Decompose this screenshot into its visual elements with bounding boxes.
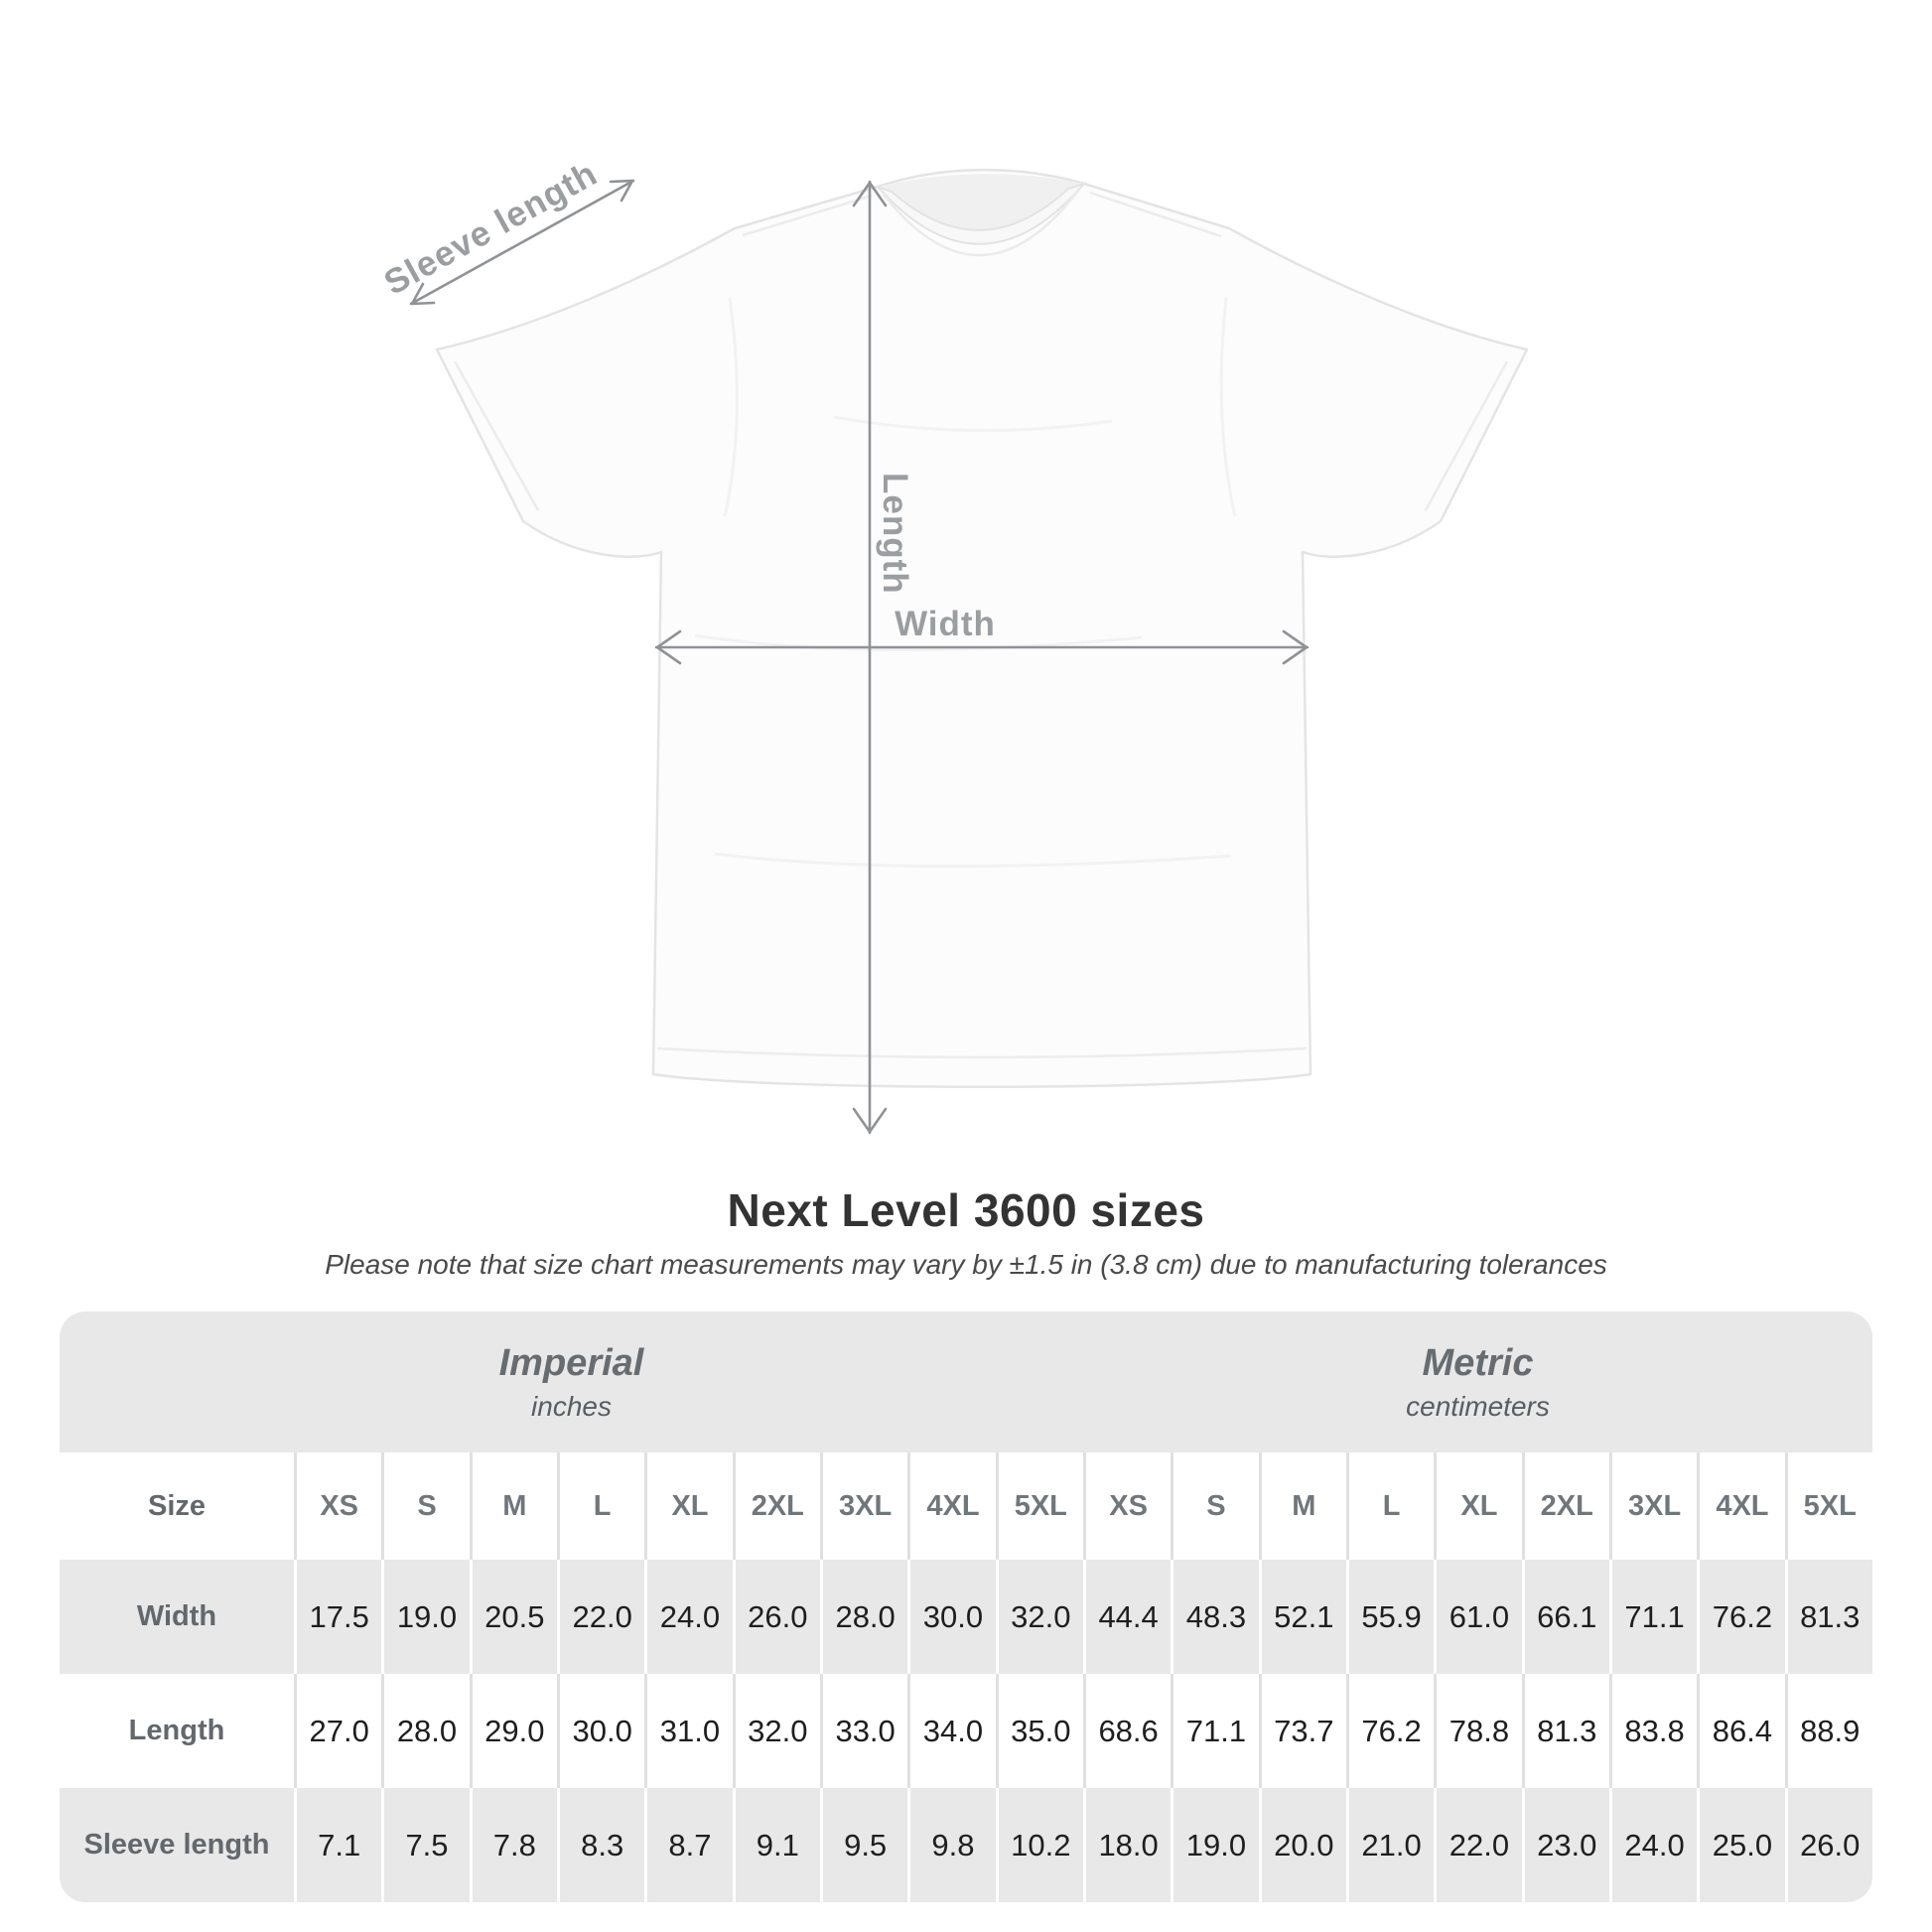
size-header-imperial-4xl: 4XL	[907, 1452, 995, 1560]
cell-sleeve-length-metric-m: 20.0	[1259, 1788, 1346, 1902]
size-header-imperial-xs: XS	[294, 1452, 381, 1560]
size-header-metric-l: L	[1346, 1452, 1434, 1560]
sleeve-length-row-label: Sleeve length	[83, 1829, 270, 1861]
cell-width-metric-xl: 61.0	[1434, 1560, 1521, 1674]
cell-sleeve-length-metric-4xl: 25.0	[1697, 1788, 1784, 1902]
cell-length-metric-2xl: 81.3	[1522, 1674, 1609, 1788]
size-header-metric-4xl: 4XL	[1697, 1452, 1784, 1560]
cell-width-imperial-2xl: 26.0	[733, 1560, 820, 1674]
cell-width-metric-2xl: 66.1	[1522, 1560, 1609, 1674]
cell-sleeve-length-imperial-5xl: 10.2	[996, 1788, 1083, 1902]
cell-sleeve-length-imperial-xs: 7.1	[294, 1788, 381, 1902]
cell-length-metric-3xl: 83.8	[1609, 1674, 1697, 1788]
size-header-imperial-2xl: 2XL	[733, 1452, 820, 1560]
cell-length-imperial-5xl: 35.0	[996, 1674, 1083, 1788]
cell-length-metric-4xl: 86.4	[1697, 1674, 1784, 1788]
size-header-row	[60, 1452, 1872, 1560]
cell-sleeve-length-imperial-xl: 8.7	[644, 1788, 732, 1902]
size-header-imperial-xl: XL	[644, 1452, 732, 1560]
cell-width-imperial-l: 22.0	[557, 1560, 644, 1674]
cell-width-imperial-s: 19.0	[381, 1560, 469, 1674]
imperial-section-header	[60, 1311, 1083, 1452]
size-header-metric-xs: XS	[1083, 1452, 1171, 1560]
cell-width-imperial-m: 20.5	[470, 1560, 557, 1674]
size-header-metric-3xl: 3XL	[1609, 1452, 1697, 1560]
tolerance-note: Please note that size chart measurements may vary by ±1.5 in (3.8 cm) due to manufacturing tolerances	[325, 1249, 1607, 1280]
imperial-unit: inches	[531, 1390, 612, 1422]
length-row	[60, 1674, 1872, 1788]
cell-width-imperial-4xl: 30.0	[907, 1560, 995, 1674]
cell-length-metric-5xl: 88.9	[1785, 1674, 1872, 1788]
cell-length-metric-m: 73.7	[1259, 1674, 1346, 1788]
cell-length-metric-l: 76.2	[1346, 1674, 1434, 1788]
cell-sleeve-length-imperial-m: 7.8	[470, 1788, 557, 1902]
length-label: Length	[876, 473, 914, 595]
metric-unit: centimeters	[1406, 1390, 1550, 1422]
size-header-imperial-5xl: 5XL	[996, 1452, 1083, 1560]
cell-length-imperial-m: 29.0	[470, 1674, 557, 1788]
cell-length-imperial-2xl: 32.0	[733, 1674, 820, 1788]
cell-width-metric-s: 48.3	[1171, 1560, 1258, 1674]
cell-width-metric-5xl: 81.3	[1785, 1560, 1872, 1674]
cell-sleeve-length-metric-5xl: 26.0	[1785, 1788, 1872, 1902]
cell-length-metric-s: 71.1	[1171, 1674, 1258, 1788]
size-header-imperial-3xl: 3XL	[820, 1452, 907, 1560]
cell-width-imperial-3xl: 28.0	[820, 1560, 907, 1674]
cell-width-metric-l: 55.9	[1346, 1560, 1434, 1674]
metric-section-header	[1083, 1311, 1872, 1452]
cell-sleeve-length-metric-3xl: 24.0	[1609, 1788, 1697, 1902]
cell-sleeve-length-metric-l: 21.0	[1346, 1788, 1434, 1902]
cell-length-imperial-4xl: 34.0	[907, 1674, 995, 1788]
size-header-metric-2xl: 2XL	[1522, 1452, 1609, 1560]
cell-sleeve-length-imperial-3xl: 9.5	[820, 1788, 907, 1902]
size-header-metric-m: M	[1259, 1452, 1346, 1560]
size-header-metric-5xl: 5XL	[1785, 1452, 1872, 1560]
width-row	[60, 1560, 1872, 1674]
cell-length-imperial-xs: 27.0	[294, 1674, 381, 1788]
size-header-imperial-s: S	[381, 1452, 469, 1560]
cell-length-metric-xl: 78.8	[1434, 1674, 1521, 1788]
cell-sleeve-length-imperial-l: 8.3	[557, 1788, 644, 1902]
cell-width-metric-m: 52.1	[1259, 1560, 1346, 1674]
size-header-imperial-l: L	[557, 1452, 644, 1560]
cell-width-imperial-5xl: 32.0	[996, 1560, 1083, 1674]
width-label: Width	[895, 605, 996, 643]
cell-sleeve-length-metric-xs: 18.0	[1083, 1788, 1171, 1902]
length-row-label: Length	[128, 1715, 225, 1746]
unit-band	[60, 1311, 1872, 1452]
cell-sleeve-length-metric-xl: 22.0	[1434, 1788, 1521, 1902]
cell-width-metric-4xl: 76.2	[1697, 1560, 1784, 1674]
metric-title: Metric	[1422, 1341, 1534, 1384]
cell-sleeve-length-imperial-s: 7.5	[381, 1788, 469, 1902]
cell-sleeve-length-metric-s: 19.0	[1171, 1788, 1258, 1902]
sleeve-length-row	[60, 1788, 1872, 1902]
cell-sleeve-length-imperial-2xl: 9.1	[733, 1788, 820, 1902]
cell-sleeve-length-imperial-4xl: 9.8	[907, 1788, 995, 1902]
imperial-title: Imperial	[498, 1341, 644, 1384]
sleeve-length-label: Sleeve length	[377, 154, 605, 303]
size-table	[60, 1311, 1872, 1902]
cell-length-imperial-3xl: 33.0	[820, 1674, 907, 1788]
cell-length-imperial-xl: 31.0	[644, 1674, 732, 1788]
cell-width-imperial-xs: 17.5	[294, 1560, 381, 1674]
cell-width-metric-3xl: 71.1	[1609, 1560, 1697, 1674]
size-header-imperial-m: M	[470, 1452, 557, 1560]
size-header-label: Size	[147, 1489, 207, 1522]
size-header-metric-xl: XL	[1434, 1452, 1521, 1560]
cell-width-imperial-xl: 24.0	[644, 1560, 732, 1674]
cell-sleeve-length-metric-2xl: 23.0	[1522, 1788, 1609, 1902]
size-header-metric-s: S	[1171, 1452, 1258, 1560]
cell-length-imperial-l: 30.0	[557, 1674, 644, 1788]
width-row-label: Width	[136, 1600, 217, 1632]
cell-length-metric-xs: 68.6	[1083, 1674, 1171, 1788]
cell-width-metric-xs: 44.4	[1083, 1560, 1171, 1674]
page-title: Next Level 3600 sizes	[727, 1184, 1205, 1236]
cell-length-imperial-s: 28.0	[381, 1674, 469, 1788]
